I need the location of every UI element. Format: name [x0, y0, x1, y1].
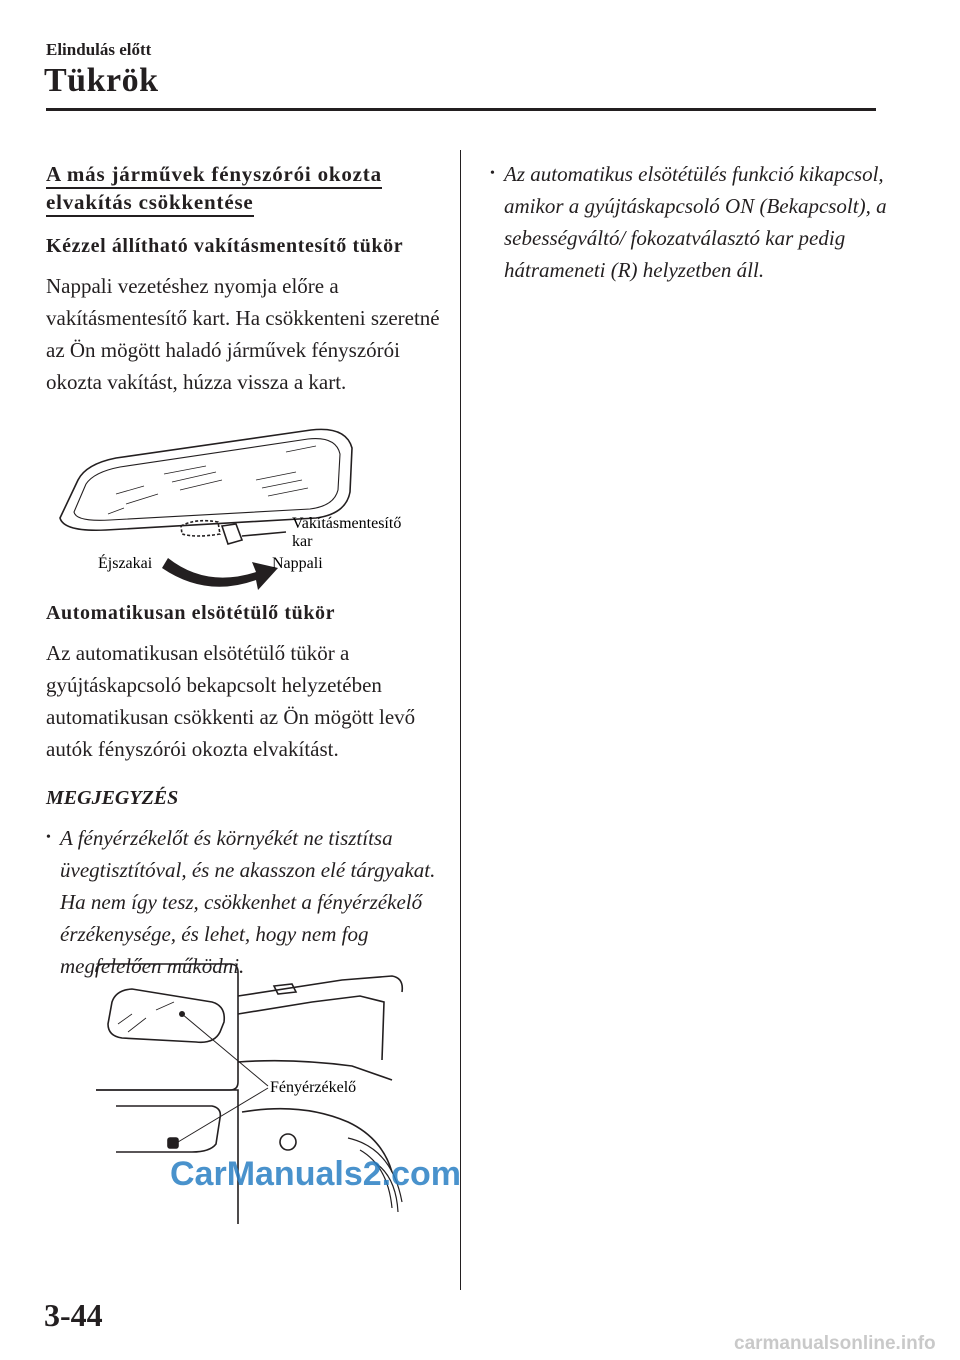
- mirror-glass: [74, 439, 340, 521]
- adjust-arrow: [162, 558, 278, 590]
- inset-frame: [96, 964, 238, 1090]
- header-rule: [46, 108, 876, 111]
- auto-mirror-title: Automatikusan elsötétülő tükör: [46, 602, 336, 624]
- section-heading-line2: elvakítás csökkentése: [46, 190, 254, 217]
- manual-mirror-figure: [46, 422, 446, 592]
- column-divider: [460, 150, 461, 1290]
- light-sensor: [168, 1138, 178, 1148]
- car-roof: [238, 976, 402, 996]
- page-title: Tükrök: [44, 62, 159, 99]
- section-label: Elindulás előtt: [46, 40, 152, 59]
- manual-mirror-title: Kézzel állítható vakításmentesítő tükör: [46, 234, 404, 257]
- auto-mirror-body: Az automatikusan elsötétülő tükör a gyújtáskapcsoló bekapcsolt helyzetében automatikusan csökkenti az Ön mögött levő autók fényszórói okozta elvakítást.: [46, 641, 416, 761]
- site-credit: carmanualsonline.info: [734, 1333, 936, 1354]
- watermark: CarManuals2.com: [170, 1155, 461, 1193]
- page-number: 3-44: [44, 1297, 103, 1333]
- label-lever: Vakításmentesítő: [292, 515, 402, 532]
- note-bullet: • A fényérzékelőt és környékét ne tisztítsa üvegtisztítóval, és ne akasszon elé tárgyakat. Ha nem így tesz, csökkenhet a fényérzékelő érzékenysége, és lehet, hogy nem fog megfelelően működni.: [46, 822, 446, 982]
- manual-mirror-body: Nappali vezetéshez nyomja előre a vakításmentesítő kart. Ha csökkenteni szeretné az Ön mögött haladó járművek fényszórói okozta vakítást, húzza vissza a kart.: [46, 273, 440, 394]
- note-title: MEGJEGYZÉS: [46, 787, 179, 809]
- left-column: [46, 160, 446, 398]
- label-lever-line2: kar: [292, 533, 313, 550]
- section-heading: [46, 160, 446, 217]
- auto-section: [46, 602, 446, 982]
- label-night: Éjszakai: [98, 555, 153, 572]
- mirror-mount: [181, 521, 220, 536]
- lever: [222, 524, 242, 544]
- leader-top: [182, 1014, 268, 1086]
- section-heading-line1: A más járművek fényszórói okozta: [46, 162, 382, 189]
- label-light-sensor: Fényérzékelő: [270, 1079, 357, 1096]
- label-day: Nappali: [272, 555, 323, 572]
- rear-window: [238, 996, 384, 1060]
- right-column: [490, 158, 890, 286]
- trunk: [238, 1061, 392, 1080]
- right-bullet: • Az automatikus elsötétülés funkció kikapcsol, amikor a gyújtáskapcsoló ON (Bekapcsolt), a sebességváltó/ fokozatválasztó kar pedig hátrameneti (R) helyzetben áll.: [490, 158, 890, 286]
- leader-bottom: [178, 1088, 268, 1142]
